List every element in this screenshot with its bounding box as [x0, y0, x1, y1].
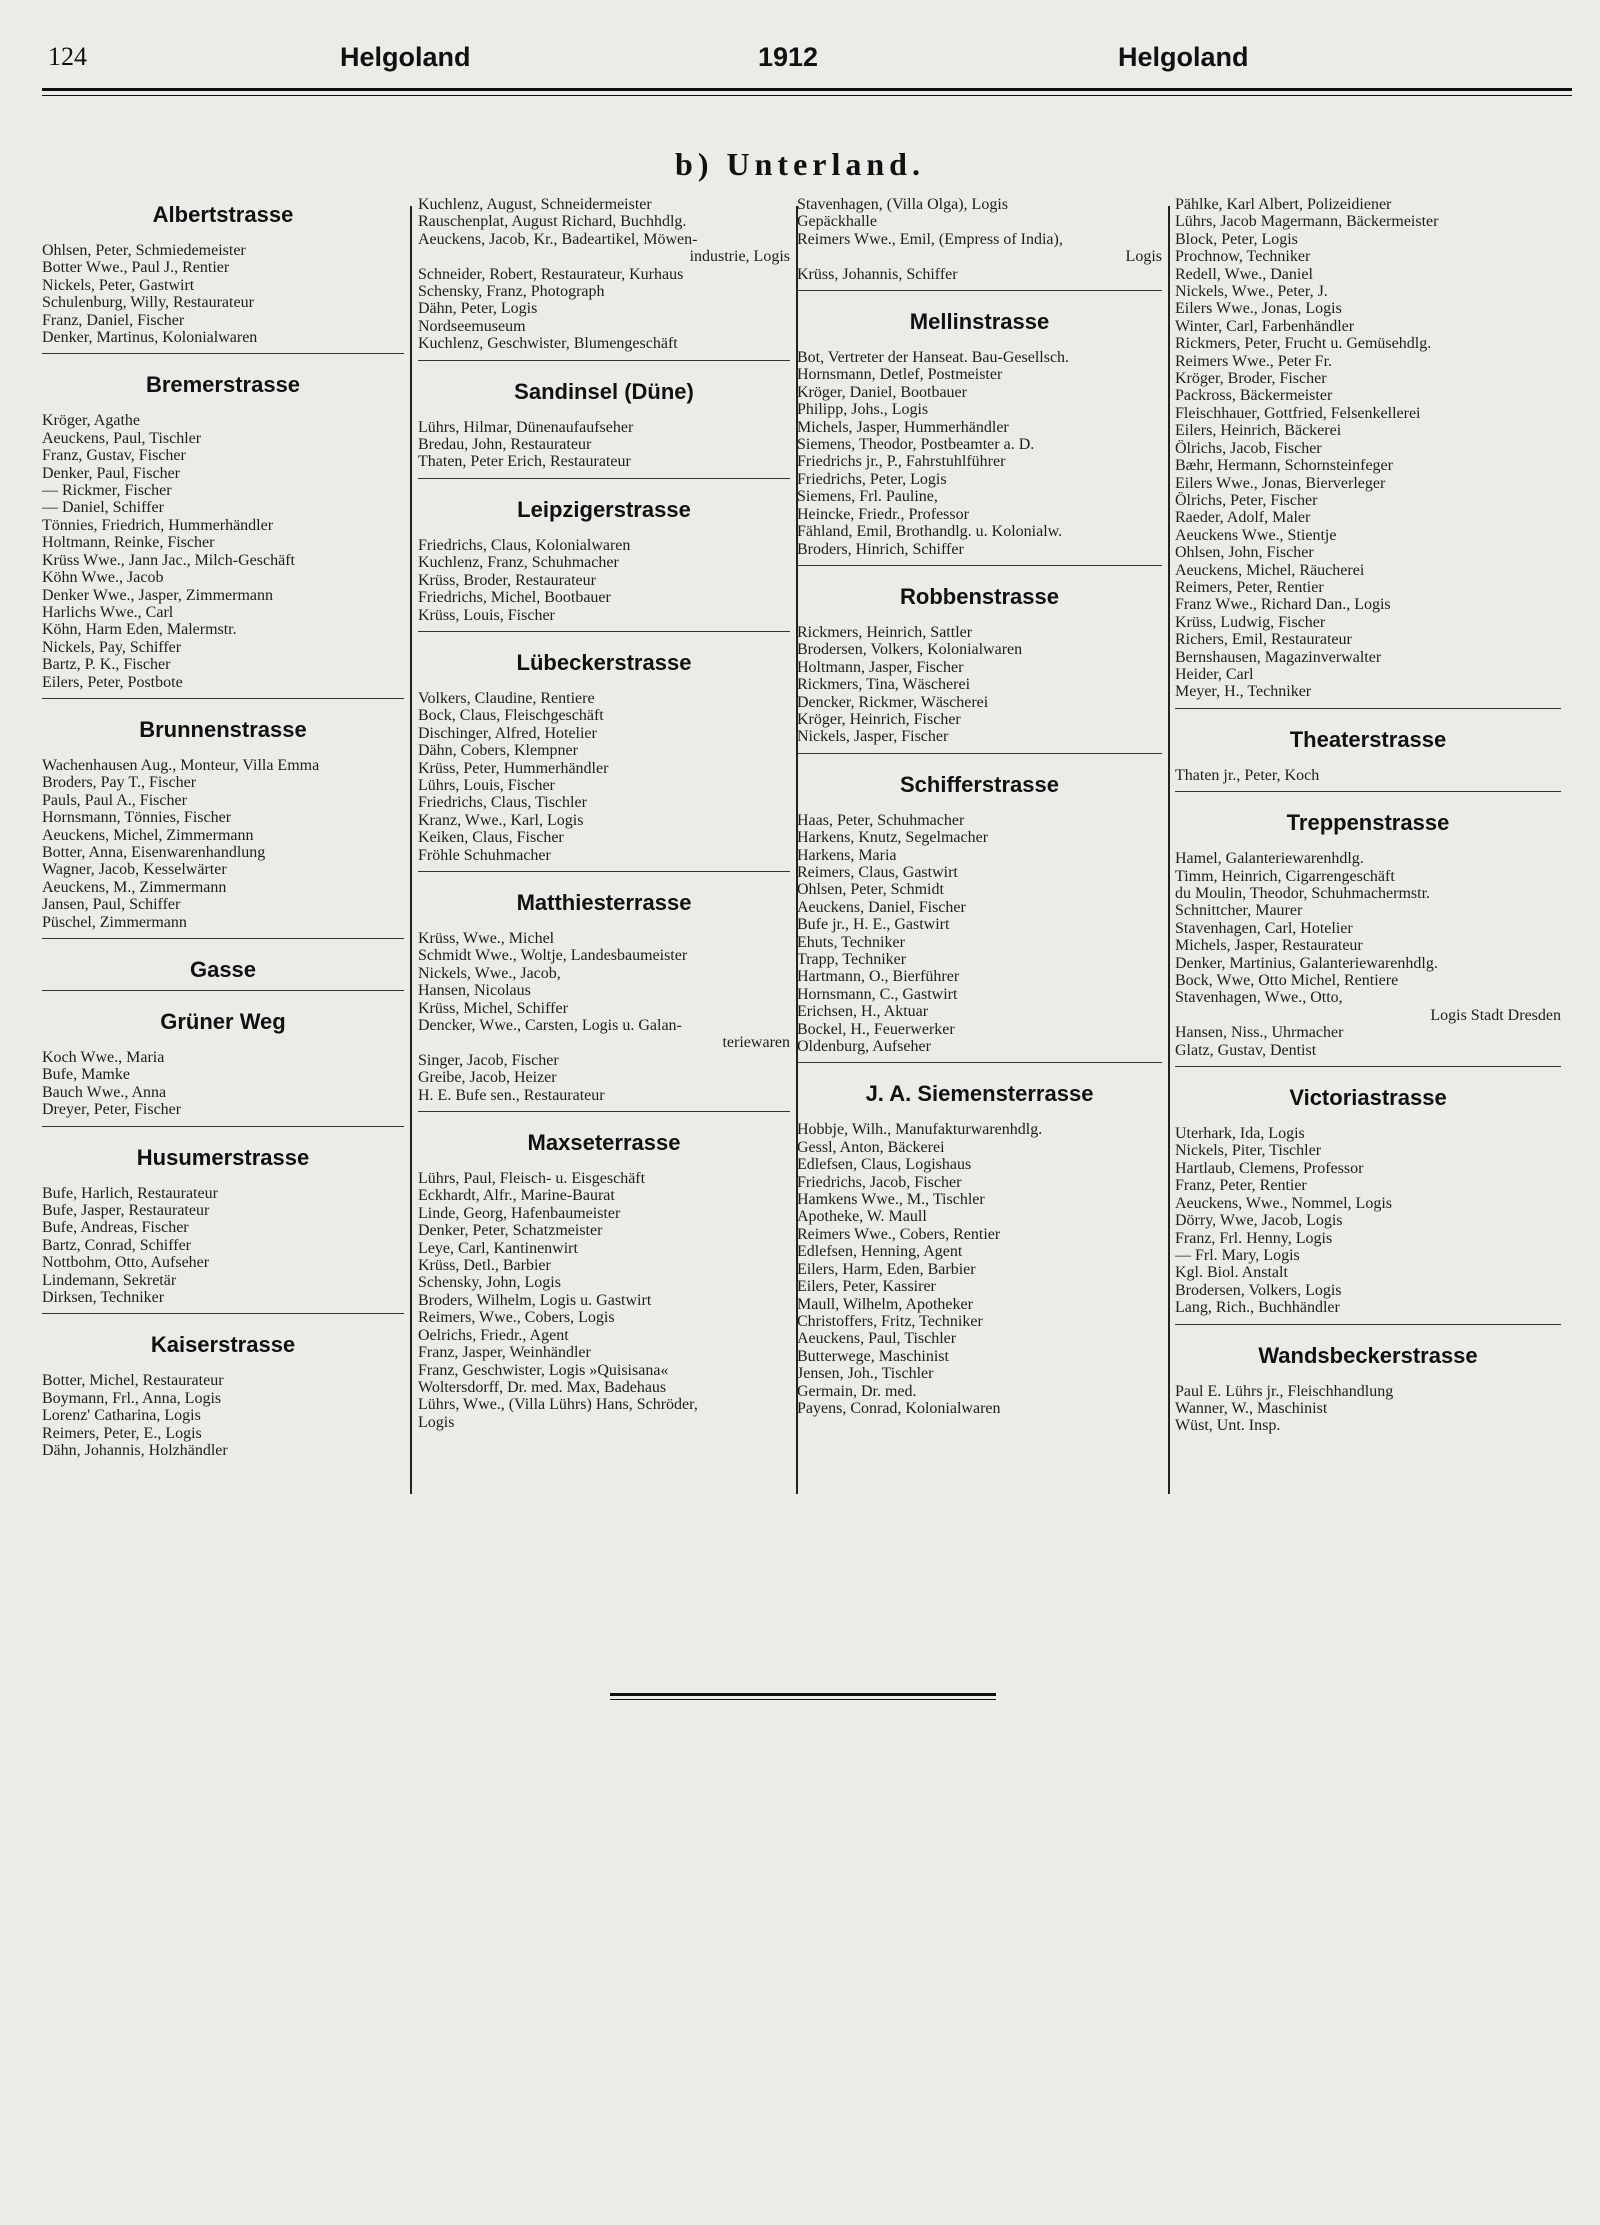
resident-entry: Ohlsen, John, Fischer	[1175, 544, 1314, 562]
resident-entry: Krüss, Wwe., Michel	[418, 929, 555, 947]
street-name: J. A. Siemensterrasse	[865, 1081, 1094, 1107]
section-divider	[797, 1062, 1162, 1063]
resident-entry: Schensky, John, Logis	[418, 1274, 561, 1292]
resident-entry: Bæhr, Hermann, Schornsteinfeger	[1175, 457, 1393, 475]
resident-entry: Gessl, Anton, Bäckerei	[797, 1138, 945, 1156]
resident-entry: Franz, Daniel, Fischer	[42, 311, 185, 329]
resident-entry: Brodersen, Volkers, Kolonialwaren	[797, 641, 1023, 659]
directory-column-3	[797, 196, 1162, 1417]
street-name: Kaiserstrasse	[150, 1332, 296, 1358]
street-section	[1175, 196, 1561, 701]
street-section	[1175, 791, 1561, 1059]
resident-entry: Eilers, Peter, Postbote	[42, 673, 183, 691]
resident-entry: Lührs, Louis, Fischer	[418, 776, 555, 794]
directory-column-1	[42, 196, 404, 1460]
end-rule-thick	[610, 1693, 996, 1696]
header-left-title: Helgoland	[340, 42, 471, 72]
resident-entry: Franz, Gustav, Fischer	[42, 447, 186, 465]
resident-entry: Leye, Carl, Kantinenwirt	[418, 1239, 578, 1257]
section-divider	[418, 871, 790, 872]
resident-entry: H. E. Bufe sen., Restaurateur	[418, 1086, 605, 1104]
resident-entry: Wagner, Jacob, Kesselwärter	[42, 861, 227, 879]
resident-entry: Krüss, Peter, Hummerhändler	[418, 759, 609, 777]
resident-entry: Reimers Wwe., Emil, (Empress of India),	[797, 230, 1063, 248]
resident-entry: Franz Wwe., Richard Dan., Logis	[1175, 596, 1391, 614]
column-divider	[1168, 206, 1170, 1494]
section-divider	[42, 1313, 404, 1314]
resident-entry: Reimers, Peter, E., Logis	[42, 1424, 202, 1442]
resident-entry: Aeuckens, Michel, Zimmermann	[42, 826, 254, 844]
resident-entry: Dähn, Peter, Logis	[418, 300, 538, 318]
street-name: Husumerstrasse	[136, 1144, 310, 1170]
resident-entry: Hansen, Niss., Uhrmacher	[1175, 1024, 1344, 1042]
resident-entry: Lührs, Hilmar, Dünenaufaufseher	[418, 418, 634, 436]
resident-entry: Kranz, Wwe., Karl, Logis	[418, 811, 584, 829]
resident-entry: Bartz, P. K., Fischer	[42, 656, 171, 674]
street-section	[1175, 708, 1561, 784]
resident-entry: Broders, Pay T., Fischer	[42, 774, 197, 792]
resident-entry: Wüst, Unt. Insp.	[1175, 1417, 1281, 1435]
resident-entry: Krüss, Louis, Fischer	[418, 606, 555, 624]
header-rule-thick	[42, 88, 1572, 91]
street-section	[797, 1062, 1162, 1417]
resident-entry: Wanner, W., Maschinist	[1175, 1399, 1328, 1417]
resident-entry: Schulenburg, Willy, Restaurateur	[42, 294, 254, 312]
resident-entry: Glatz, Gustav, Dentist	[1175, 1041, 1317, 1059]
resident-entry: Nottbohm, Otto, Aufseher	[42, 1254, 210, 1272]
resident-entry: Reimers Wwe., Peter Fr.	[1175, 352, 1333, 370]
resident-entry: Schneider, Robert, Restaurateur, Kurhaus	[418, 265, 684, 283]
resident-entry: Krüss, Johannis, Schiffer	[797, 265, 958, 283]
resident-entry: Gepäckhalle	[797, 213, 877, 231]
resident-entry: Rauschenplat, August Richard, Buchhdlg.	[418, 213, 687, 231]
resident-entry: Payens, Conrad, Kolonialwaren	[797, 1399, 1001, 1417]
street-section	[418, 360, 790, 471]
header-year: 1912	[758, 42, 819, 72]
header-right-title: Helgoland	[1118, 42, 1249, 72]
resident-entry: Denker, Martinus, Kolonialwaren	[42, 329, 258, 347]
section-divider	[1175, 1324, 1561, 1325]
resident-entry: Dencker, Rickmer, Wäscherei	[797, 693, 989, 711]
street-section	[797, 565, 1162, 746]
resident-entry: Thaten, Peter Erich, Restaurateur	[418, 453, 631, 471]
resident-entry: Botter, Anna, Eisenwarenhandlung	[42, 843, 266, 861]
street-name: Theaterstrasse	[1289, 726, 1447, 752]
street-section	[42, 202, 404, 346]
resident-entry: — Daniel, Schiffer	[42, 499, 164, 517]
resident-entry: Aeuckens, Wwe., Nommel, Logis	[1175, 1194, 1392, 1212]
resident-entry: Oldenburg, Aufseher	[797, 1038, 931, 1056]
resident-entry: Eckhardt, Alfr., Marine-Baurat	[418, 1187, 615, 1205]
section-divider	[1175, 708, 1561, 709]
page-number: 124	[48, 42, 87, 71]
street-name: Treppenstrasse	[1286, 810, 1450, 836]
resident-entry: Maull, Wilhelm, Apotheker	[797, 1295, 973, 1313]
resident-entry: Dreyer, Peter, Fischer	[42, 1101, 182, 1119]
resident-entry: Redell, Wwe., Daniel	[1175, 265, 1313, 283]
resident-entry: Richers, Emil, Restaurateur	[1175, 631, 1352, 649]
resident-entry: Packross, Bäckermeister	[1175, 387, 1333, 405]
resident-entry: Heincke, Friedr., Professor	[797, 505, 969, 523]
resident-entry: Bock, Wwe, Otto Michel, Rentiere	[1175, 972, 1399, 990]
resident-entry: Harkens, Maria	[797, 846, 897, 864]
resident-entry: Lorenz' Catharina, Logis	[42, 1407, 201, 1425]
resident-entry: Edlefsen, Henning, Agent	[797, 1243, 963, 1261]
resident-entry: Lang, Rich., Buchhändler	[1175, 1299, 1340, 1317]
street-section	[418, 631, 790, 864]
street-section	[418, 1111, 790, 1431]
resident-entry: Aeuckens Wwe., Stientje	[1175, 526, 1337, 544]
resident-entry: Bauch Wwe., Anna	[42, 1083, 167, 1101]
resident-entry: Fähland, Emil, Brothandlg. u. Kolonialw.	[797, 523, 1063, 541]
resident-entry: Hartmann, O., Bierführer	[797, 968, 960, 986]
resident-entry: Fröhle Schuhmacher	[418, 846, 551, 864]
resident-entry: Friedrichs, Jacob, Fischer	[797, 1173, 962, 1191]
street-name: Grüner Weg	[160, 1009, 286, 1034]
section-divider	[797, 290, 1162, 291]
resident-entry: Rickmers, Peter, Frucht u. Gemüsehdlg.	[1175, 335, 1432, 353]
resident-entry: Harkens, Knutz, Segelmacher	[797, 829, 989, 847]
resident-entry: Hartlaub, Clemens, Professor	[1175, 1159, 1364, 1177]
resident-entry: Kröger, Heinrich, Fischer	[797, 710, 961, 728]
resident-entry: Kuchlenz, Franz, Schuhmacher	[418, 554, 619, 572]
resident-entry: Siemens, Theodor, Postbeamter a. D.	[797, 436, 1035, 454]
resident-entry: Hornsmann, C., Gastwirt	[797, 985, 958, 1003]
resident-entry: Bufe, Andreas, Fischer	[42, 1219, 189, 1237]
resident-entry: Trapp, Techniker	[797, 951, 907, 968]
resident-entry: Logis	[1125, 248, 1162, 266]
resident-entry: du Moulin, Theodor, Schuhmachermstr.	[1175, 885, 1431, 902]
street-name: Brunnenstrasse	[139, 716, 307, 742]
resident-entry: Boymann, Frl., Anna, Logis	[42, 1389, 222, 1407]
resident-entry: Michels, Jasper, Hummerhändler	[797, 418, 1009, 436]
resident-entry: Eilers Wwe., Jonas, Bierverleger	[1175, 474, 1386, 492]
resident-entry: Botter Wwe., Paul J., Rentier	[42, 259, 230, 277]
resident-entry: Schensky, Franz, Photograph	[418, 283, 605, 301]
resident-entry: Friedrichs jr., P., Fahrstuhlführer	[797, 453, 1006, 471]
resident-entry: Krüss, Ludwig, Fischer	[1175, 613, 1326, 631]
street-section	[797, 753, 1162, 1056]
street-name: Sandinsel (Düne)	[514, 378, 694, 404]
column-divider	[410, 206, 412, 1494]
resident-entry: Reimers, Peter, Rentier	[1175, 578, 1324, 596]
resident-entry: Krüss Wwe., Jann Jac., Milch-Geschäft	[42, 551, 295, 569]
resident-entry: Bufe, Jasper, Restaurateur	[42, 1202, 210, 1220]
header-rule-thin	[42, 95, 1572, 96]
resident-entry: Wachenhausen Aug., Monteur, Villa Emma	[42, 756, 320, 774]
resident-entry: Keiken, Claus, Fischer	[418, 829, 564, 847]
resident-entry: Eilers, Peter, Kassirer	[797, 1278, 936, 1296]
resident-entry: Aeuckens, Michel, Räucherei	[1175, 561, 1365, 579]
resident-entry: Hansen, Nicolaus	[418, 982, 531, 1000]
street-name: Lübeckerstrasse	[516, 649, 692, 675]
resident-entry: Bock, Claus, Fleischgeschäft	[418, 707, 604, 725]
resident-entry: Franz, Frl. Henny, Logis	[1175, 1229, 1333, 1247]
section-divider	[42, 353, 404, 354]
section-divider	[42, 1126, 404, 1127]
section-divider	[42, 990, 404, 991]
street-section	[418, 196, 790, 353]
resident-entry: Michels, Jasper, Restaurateur	[1175, 937, 1363, 955]
resident-entry: Oelrichs, Friedr., Agent	[418, 1326, 569, 1344]
resident-entry: Fleischhauer, Gottfried, Felsenkellerei	[1175, 404, 1421, 422]
resident-entry: Bernshausen, Magazinverwalter	[1175, 648, 1382, 666]
resident-entry: Nickels, Piter, Tischler	[1175, 1142, 1322, 1160]
resident-entry: Ehuts, Techniker	[797, 933, 905, 951]
section-divider	[1175, 791, 1561, 792]
resident-entry: Christoffers, Fritz, Techniker	[797, 1312, 983, 1330]
resident-entry: Edlefsen, Claus, Logishaus	[797, 1156, 972, 1174]
resident-entry: Denker, Martinius, Galanteriewarenhdlg.	[1175, 954, 1438, 972]
resident-entry: Greibe, Jacob, Heizer	[418, 1069, 557, 1087]
resident-entry: Nickels, Pay, Schiffer	[42, 638, 182, 656]
resident-entry: Nickels, Wwe., Jacob,	[418, 964, 561, 982]
end-rule-thin	[610, 1699, 996, 1700]
resident-entry: Hamel, Galanteriewarenhdlg.	[1175, 850, 1364, 868]
resident-entry: Jansen, Paul, Schiffer	[42, 896, 181, 914]
resident-entry: Kuchlenz, August, Schneidermeister	[418, 196, 652, 213]
resident-entry: Bufe, Mamke	[42, 1066, 130, 1084]
resident-entry: Dörry, Wwe, Jacob, Logis	[1175, 1212, 1343, 1230]
resident-entry: Pählke, Karl Albert, Polizeidiener	[1175, 196, 1392, 213]
street-section	[42, 1126, 404, 1307]
section-divider	[418, 360, 790, 361]
resident-entry: Haas, Peter, Schuhmacher	[797, 811, 965, 829]
resident-entry: Holtmann, Jasper, Fischer	[797, 658, 964, 676]
resident-entry: Dencker, Wwe., Carsten, Logis u. Galan-	[418, 1017, 682, 1034]
street-name: Wandsbeckerstrasse	[1258, 1342, 1478, 1368]
resident-entry: Dähn, Cobers, Klempner	[418, 742, 578, 760]
resident-entry: Koch Wwe., Maria	[42, 1049, 165, 1066]
street-section	[797, 196, 1162, 283]
resident-entry: Brodersen, Volkers, Logis	[1175, 1281, 1342, 1299]
section-divider	[797, 753, 1162, 754]
street-section	[42, 1313, 404, 1459]
street-section	[418, 871, 790, 1104]
resident-entry: Harlichs Wwe., Carl	[42, 603, 174, 621]
resident-entry: Paul E. Lührs jr., Fleischhandlung	[1175, 1382, 1394, 1400]
street-name: Leipzigerstrasse	[517, 496, 691, 522]
resident-entry: Heider, Carl	[1175, 665, 1254, 683]
resident-entry: Krüss, Broder, Restaurateur	[418, 571, 596, 589]
resident-entry: Ölrichs, Peter, Fischer	[1175, 491, 1318, 509]
resident-entry: Aeuckens, Paul, Tischler	[42, 429, 202, 447]
resident-entry: Denker, Paul, Fischer	[42, 464, 180, 482]
section-divider	[418, 478, 790, 479]
resident-entry: Rickmers, Heinrich, Sattler	[797, 623, 973, 641]
resident-entry: Friedrichs, Peter, Logis	[797, 470, 947, 488]
resident-entry: Logis	[418, 1413, 455, 1431]
resident-entry: Rickmers, Tina, Wäscherei	[797, 676, 971, 694]
resident-entry: Dähn, Johannis, Holzhändler	[42, 1442, 228, 1460]
directory-column-4	[1175, 196, 1561, 1435]
resident-entry: Meyer, H., Techniker	[1175, 683, 1312, 701]
directory-column-2	[418, 196, 790, 1431]
resident-entry: Thaten jr., Peter, Koch	[1175, 766, 1320, 784]
resident-entry: Bufe jr., H. E., Gastwirt	[797, 916, 950, 934]
resident-entry: Lührs, Wwe., (Villa Lührs) Hans, Schröder,	[418, 1396, 698, 1414]
resident-entry: Lührs, Jacob Magermann, Bäckermeister	[1175, 213, 1439, 231]
street-name: Mellinstrasse	[909, 309, 1050, 335]
resident-entry: Pauls, Paul A., Fischer	[42, 791, 187, 809]
resident-entry: Jensen, Joh., Tischler	[797, 1365, 934, 1383]
resident-entry: Aeuckens, Daniel, Fischer	[797, 898, 966, 916]
resident-entry: Stavenhagen, Wwe., Otto,	[1175, 989, 1343, 1007]
resident-entry: Uterhark, Ida, Logis	[1175, 1125, 1305, 1143]
resident-entry: Bockel, H., Feuerwerker	[797, 1020, 955, 1038]
resident-entry: Eilers Wwe., Jonas, Logis	[1175, 300, 1342, 318]
resident-entry: Stavenhagen, (Villa Olga), Logis	[797, 196, 1008, 213]
resident-entry: Broders, Hinrich, Schiffer	[797, 540, 964, 558]
resident-entry: Bufe, Harlich, Restaurateur	[42, 1184, 218, 1202]
resident-entry: Stavenhagen, Carl, Hotelier	[1175, 919, 1353, 937]
resident-entry: Hornsmann, Detlef, Postmeister	[797, 366, 1003, 384]
resident-entry: Denker Wwe., Jasper, Zimmermann	[42, 586, 273, 604]
resident-entry: Block, Peter, Logis	[1175, 230, 1298, 248]
resident-entry: Aeuckens, M., Zimmermann	[42, 878, 227, 896]
resident-entry: teriewaren	[722, 1034, 790, 1052]
resident-entry: Friedrichs, Michel, Bootbauer	[418, 589, 611, 607]
section-divider	[797, 565, 1162, 566]
street-section	[418, 478, 790, 624]
resident-entry: Dirksen, Techniker	[42, 1289, 165, 1307]
section-divider	[42, 698, 404, 699]
resident-entry: Singer, Jacob, Fischer	[418, 1051, 559, 1069]
resident-entry: Franz, Geschwister, Logis »Quisisana«	[418, 1361, 669, 1379]
resident-entry: Germain, Dr. med.	[797, 1382, 917, 1400]
resident-entry: — Rickmer, Fischer	[42, 482, 172, 500]
street-section	[797, 290, 1162, 558]
street-name: Robbenstrasse	[900, 583, 1059, 609]
resident-entry: Dischinger, Alfred, Hotelier	[418, 724, 597, 742]
resident-entry: Volkers, Claudine, Rentiere	[418, 689, 595, 707]
resident-entry: Kröger, Broder, Fischer	[1175, 370, 1327, 388]
resident-entry: Nickels, Peter, Gastwirt	[42, 276, 195, 294]
street-section	[1175, 1066, 1561, 1316]
resident-entry: Nickels, Wwe., Peter, J.	[1175, 283, 1328, 301]
resident-entry: Kuchlenz, Geschwister, Blumengeschäft	[418, 335, 678, 353]
street-section	[1175, 1324, 1561, 1435]
resident-entry: Franz, Jasper, Weinhändler	[418, 1344, 591, 1362]
street-section	[42, 698, 404, 931]
resident-entry: Friedrichs, Claus, Kolonialwaren	[418, 536, 631, 554]
resident-entry: Bartz, Conrad, Schiffer	[42, 1236, 191, 1254]
resident-entry: Bot, Vertreter der Hanseat. Bau-Gesellsch.	[797, 349, 1070, 367]
resident-entry: Nordseemuseum	[418, 317, 526, 335]
resident-entry: industrie, Logis	[689, 248, 790, 266]
resident-entry: Eilers, Heinrich, Bäckerei	[1175, 422, 1342, 440]
resident-entry: Hobbje, Wilh., Manufakturwarenhdlg.	[797, 1121, 1043, 1139]
street-name: Victoriastrasse	[1289, 1085, 1447, 1111]
street-name: Maxseterrasse	[527, 1130, 681, 1156]
resident-entry: Logis Stadt Dresden	[1430, 1006, 1561, 1024]
resident-entry: Lührs, Paul, Fleisch- u. Eisgeschäft	[418, 1170, 646, 1188]
resident-entry: Köhn, Harm Eden, Malermstr.	[42, 621, 237, 639]
resident-entry: Schmidt Wwe., Woltje, Landesbaumeister	[418, 947, 688, 965]
street-section	[42, 353, 404, 691]
resident-entry: Kröger, Daniel, Bootbauer	[797, 383, 967, 401]
resident-entry: Hamkens Wwe., M., Tischler	[797, 1191, 985, 1209]
resident-entry: Ölrichs, Jacob, Fischer	[1175, 439, 1322, 457]
resident-entry: Hornsmann, Tönnies, Fischer	[42, 809, 232, 827]
resident-entry: Raeder, Adolf, Maler	[1175, 509, 1311, 527]
resident-entry: Reimers, Claus, Gastwirt	[797, 863, 958, 881]
resident-entry: Aeuckens, Paul, Tischler	[797, 1330, 957, 1348]
section-divider	[418, 1111, 790, 1112]
resident-entry: Philipp, Johs., Logis	[797, 401, 929, 419]
street-name: Bremerstrasse	[145, 372, 301, 398]
section-divider	[1175, 1066, 1561, 1067]
resident-entry: Timm, Heinrich, Cigarrengeschäft	[1175, 867, 1395, 885]
resident-entry: Siemens, Frl. Pauline,	[797, 488, 938, 506]
resident-entry: Prochnow, Techniker	[1175, 248, 1311, 266]
resident-entry: Reimers, Wwe., Cobers, Logis	[418, 1309, 615, 1327]
resident-entry: Apotheke, W. Maull	[797, 1208, 927, 1226]
resident-entry: Broders, Wilhelm, Logis u. Gastwirt	[418, 1291, 652, 1309]
resident-entry: Tönnies, Friedrich, Hummerhändler	[42, 516, 274, 534]
resident-entry: Schnittcher, Maurer	[1175, 902, 1303, 920]
resident-entry: Woltersdorff, Dr. med. Max, Badehaus	[418, 1378, 667, 1396]
resident-entry: Krüss, Michel, Schiffer	[418, 999, 568, 1017]
resident-entry: Botter, Michel, Restaurateur	[42, 1372, 224, 1390]
section-divider	[418, 631, 790, 632]
resident-entry: Denker, Peter, Schatzmeister	[418, 1222, 603, 1240]
resident-entry: Krüss, Detl., Barbier	[418, 1257, 551, 1275]
resident-entry: Reimers Wwe., Cobers, Rentier	[797, 1225, 1001, 1243]
resident-entry: Friedrichs, Claus, Tischler	[418, 794, 587, 812]
resident-entry: — Frl. Mary, Logis	[1175, 1246, 1300, 1264]
resident-entry: Eilers, Harm, Eden, Barbier	[797, 1260, 976, 1278]
resident-entry: Franz, Peter, Rentier	[1175, 1177, 1307, 1195]
resident-entry: Lindemann, Sekretär	[42, 1271, 177, 1289]
section-subtitle: b) Unterland.	[675, 146, 925, 182]
resident-entry: Holtmann, Reinke, Fischer	[42, 534, 215, 552]
resident-entry: Bredau, John, Restaurateur	[418, 436, 592, 454]
street-name: Gasse	[189, 957, 257, 982]
resident-entry: Aeuckens, Jacob, Kr., Badeartikel, Möwen-	[418, 230, 698, 248]
resident-entry: Kröger, Agathe	[42, 412, 140, 430]
resident-entry: Linde, Georg, Hafenbaumeister	[418, 1204, 621, 1222]
resident-entry: Butterwege, Maschinist	[797, 1347, 949, 1365]
street-name: Matthiesterrasse	[516, 889, 692, 915]
street-section	[42, 938, 404, 983]
resident-entry: Kgl. Biol. Anstalt	[1175, 1264, 1288, 1282]
section-divider	[42, 938, 404, 939]
resident-entry: Ohlsen, Peter, Schmiedemeister	[42, 242, 246, 259]
street-name: Albertstrasse	[152, 202, 294, 227]
resident-entry: Winter, Carl, Farbenhändler	[1175, 317, 1355, 335]
street-name: Schifferstrasse	[900, 771, 1059, 797]
resident-entry: Püschel, Zimmermann	[42, 913, 187, 931]
resident-entry: Nickels, Jasper, Fischer	[797, 728, 949, 746]
resident-entry: Ohlsen, Peter, Schmidt	[797, 881, 944, 899]
resident-entry: Köhn Wwe., Jacob	[42, 569, 164, 587]
resident-entry: Erichsen, H., Aktuar	[797, 1003, 929, 1021]
street-section	[42, 990, 404, 1119]
